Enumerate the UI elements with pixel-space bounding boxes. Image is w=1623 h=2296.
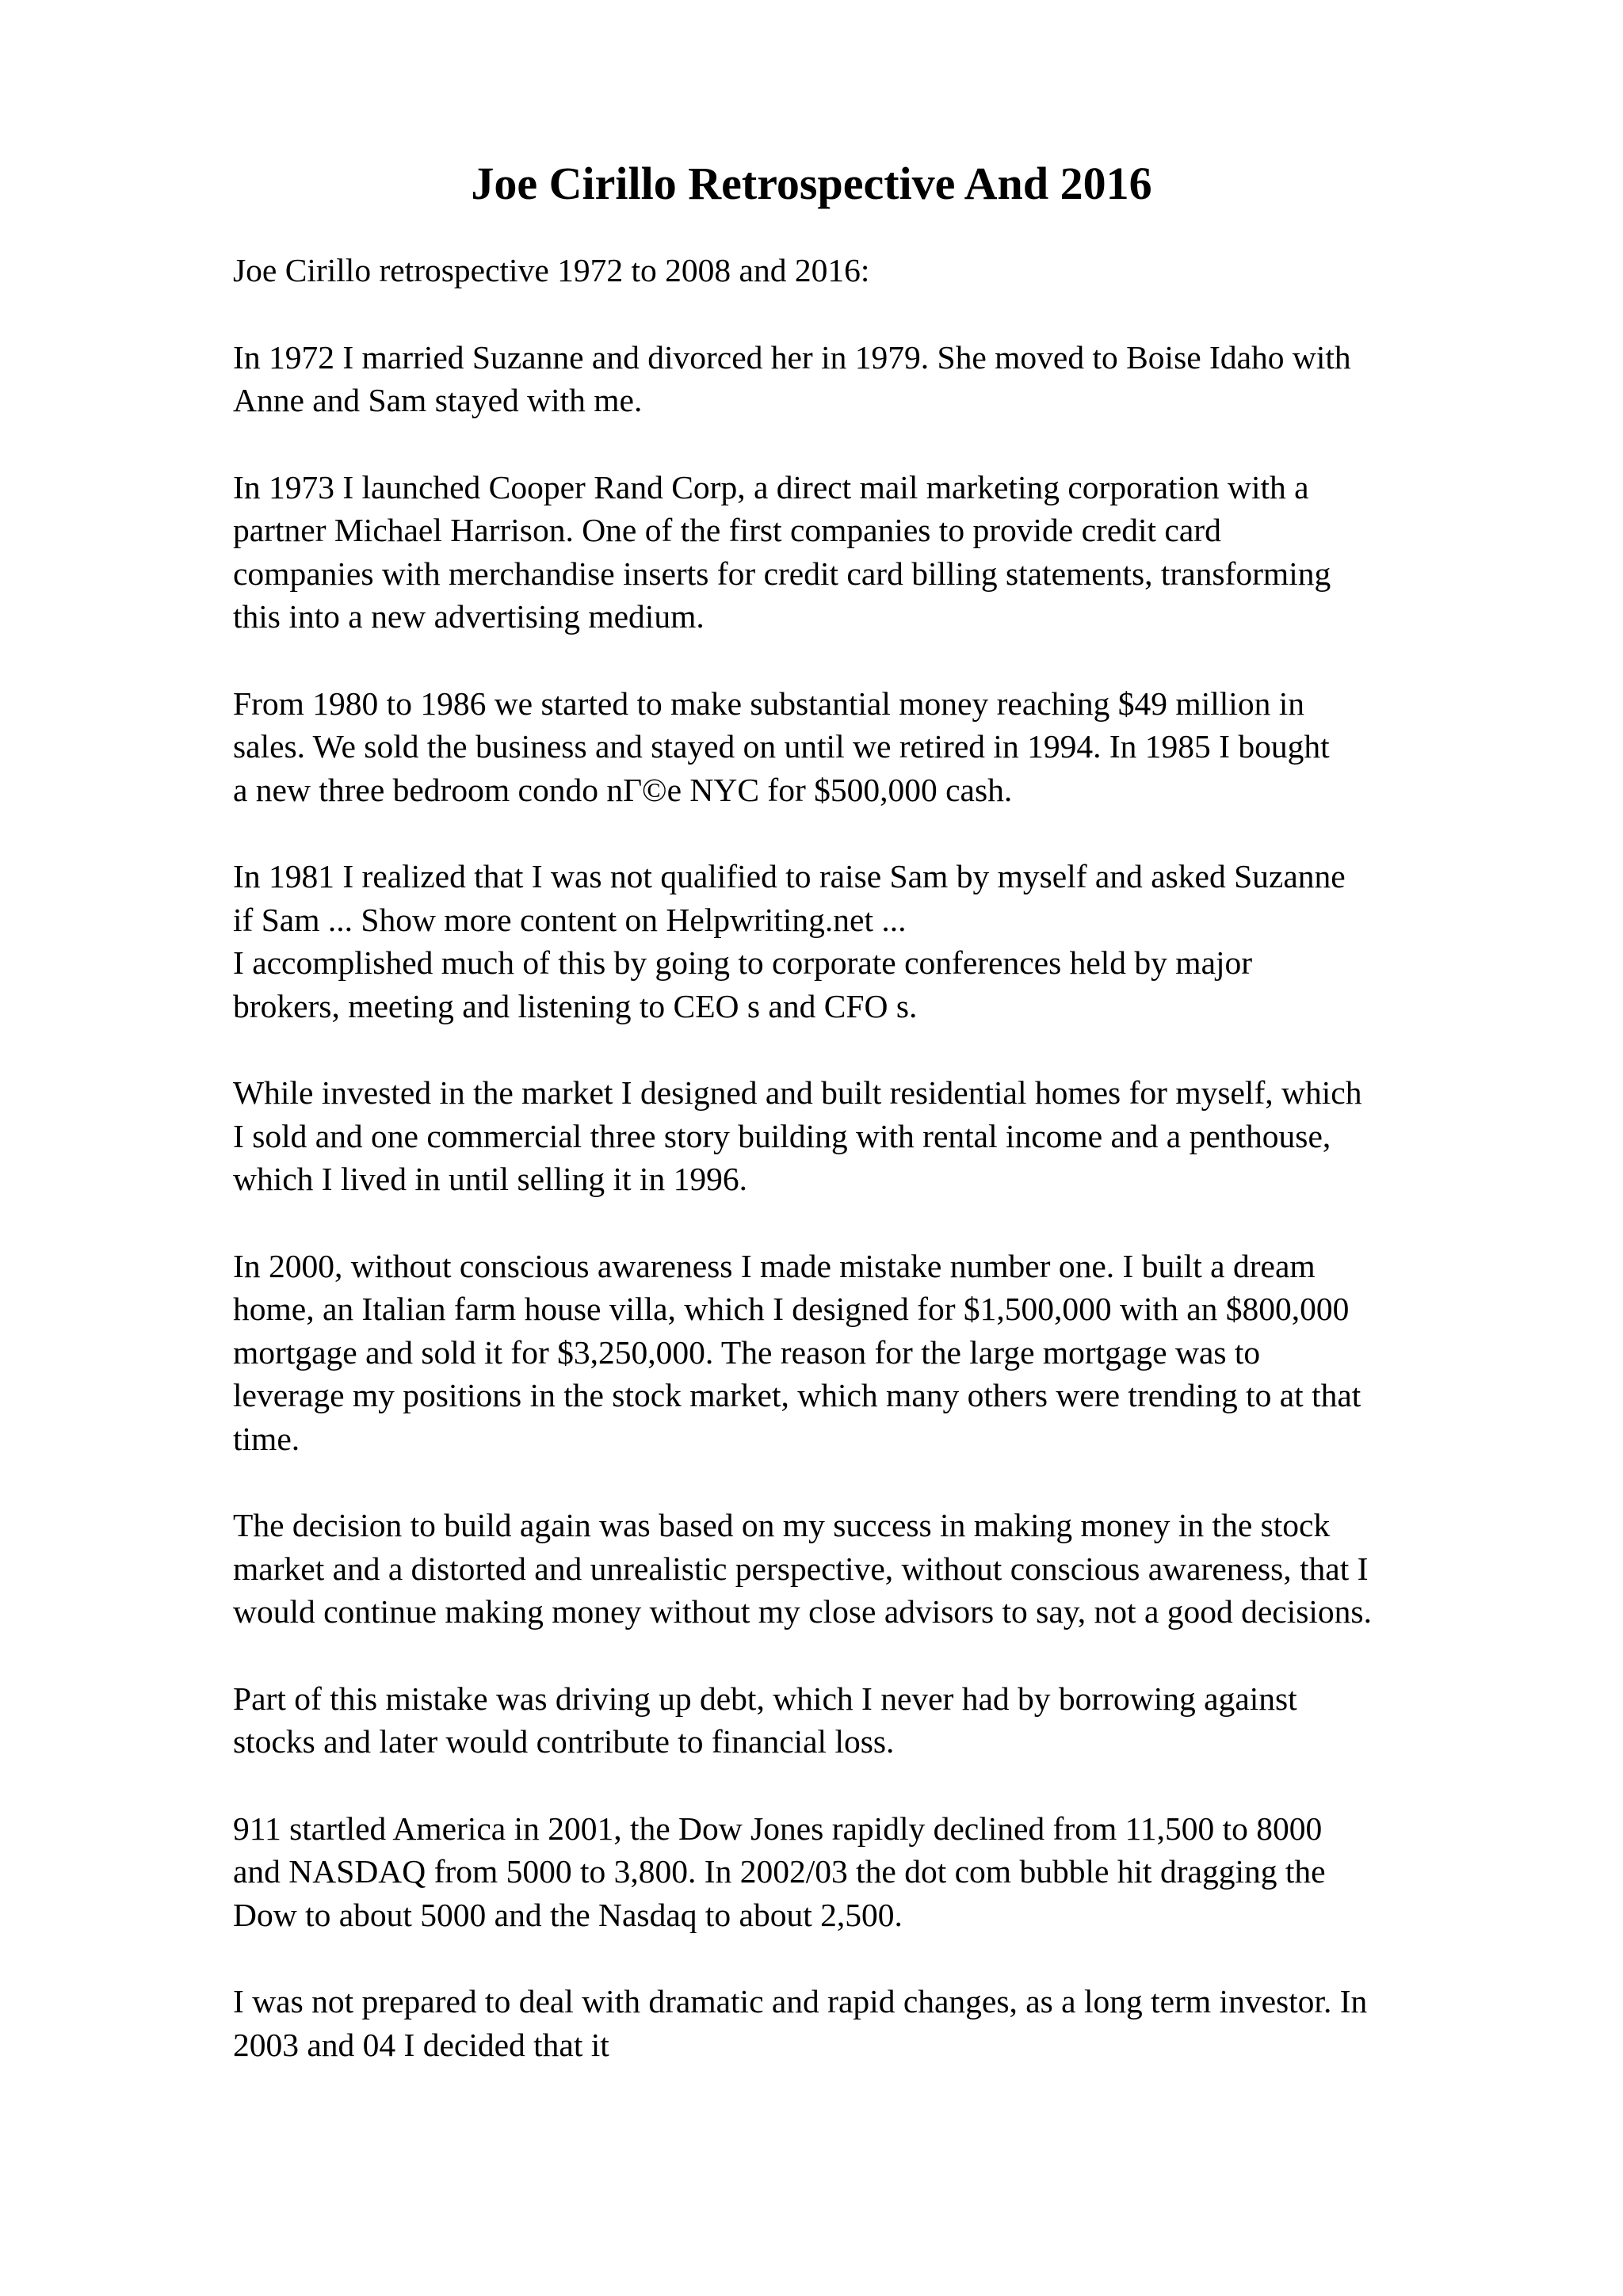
paragraph-1972: In 1972 I married Suzanne and divorced her in 1979. She moved to Boise Idaho with Anne and Sam stayed with me. [233,338,1351,418]
document-title: Joe Cirillo Retrospective And 2016 [471,158,1152,209]
paragraph-911: 911 startled America in 2001, the Dow Jones rapidly declined from 11,500 to 8000 and NASDAQ from 5000 to 3,800. In 2002/03 the dot com bubble hit dragging the Dow to about 5000 and the Nasdaq to about 2,500. [233,1810,1326,1933]
document-body [233,249,1549,2110]
paragraph-1980: From 1980 to 1986 we started to make substantial money reaching $49 million in sales. We sold the business and stayed on until we retired in 1994. In 1985 I bought a new three bedroom condo nГ©e NYC for $500,000 cash. [233,685,1330,808]
paragraph-1973: In 1973 I launched Cooper Rand Corp, a direct mail marketing corporation with a partner Michael Harrison. One of the first companies to provide credit card companies with merchandise inserts for credit card billing statements, transforming this into a new advertising medium. [233,468,1331,635]
paragraph-market: While invested in the market I designed and built residential homes for myself, which I sold and one commercial three story building with rental income and a penthouse, which I lived in until selling it in 1996. [233,1074,1362,1197]
paragraph-2000: In 2000, without conscious awareness I made mistake number one. I built a dream home, an Italian farm house villa, which I designed for $1,500,000 with an $800,000 mortgage and sold it for $3,250,000. The reason for the large mortgage was to leverage my positions in the stock market, which many others were trending to at that time. [233,1247,1361,1457]
paragraph-conferences: I accomplished much of this by going to corporate conferences held by major brokers, meeting and listening to CEO s and CFO s. [233,944,1253,1024]
paragraph-investor: I was not prepared to deal with dramatic and rapid changes, as a long term investor. In 2003 and 04 I decided that it [233,1983,1368,2063]
paragraph-decision: The decision to build again was based on my success in making money in the stock market and a distorted and unrealistic perspective, without conscious awareness, that I would continue making money without my close advisors to say, not a good decisions. [233,1507,1372,1630]
paragraph-debt: Part of this mistake was driving up debt, which I never had by borrowing against stocks and later would contribute to financial loss. [233,1680,1297,1760]
paragraph-intro: Joe Cirillo retrospective 1972 to 2008 and 2016: [233,252,870,288]
paragraph-1981: In 1981 I realized that I was not qualified to raise Sam by myself and asked Suzanne if Sam ... Show more content on Helpwriting.net ... [233,858,1346,938]
